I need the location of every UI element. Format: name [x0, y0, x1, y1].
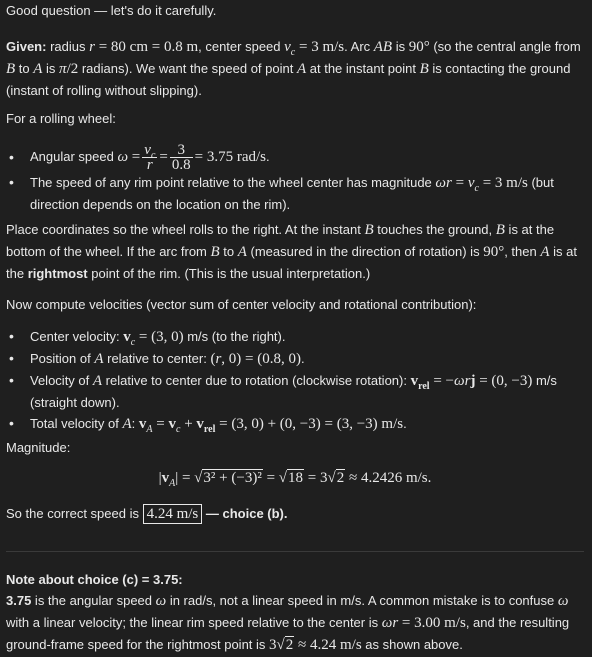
given-paragraph: Given: radius r = 80 cm = 0.8 m, center speed $v_c = 3$ m/s. Arc AB is 90° (so the central angle from B to A is π/2 radians). We want the speed of point A at the instant point B is contacting the ground (instant of rolling without slipping).: [6, 39, 581, 98]
note-heading: Note about choice (c) = 3.75:: [6, 572, 183, 587]
intro-text: Good question — let's do it carefully.: [6, 3, 217, 18]
magnitude-equation: $|v_A| = √3^2 + (-3)^2 = √18 = 3√2 \approx 4.2426$ m/s.: [158, 470, 432, 489]
given-label: Given:: [6, 39, 47, 54]
boxed-answer: 4.24 m/s: [143, 504, 203, 524]
velocities-heading: Now compute velocities (vector sum of center velocity and rotational contribution):: [6, 297, 477, 312]
bullet-rim-speed: • The speed of any rim point relative to the wheel center has magnitude $\omega r = v_c = 3$ m/s (but direction depends on the location on the rim).: [6, 172, 584, 215]
bullet-angular-speed: • Angular speed ω = $\frac{v_c}{r}$ = $\frac{3}{0.8}$ = 3.75 rad/s.: [6, 143, 584, 172]
velocity-bullets: [6, 326, 584, 435]
rolling-heading: For a rolling wheel:: [6, 111, 116, 126]
magnitude-heading: Magnitude:: [6, 440, 71, 455]
coordinates-paragraph: Place coordinates so the wheel rolls to the right. At the instant B touches the ground, B is at the bottom of the wheel. If the arc from B to A (measured in the direction of rotation) is 90°, then A is at the rightmost point of the rim. (This is the usual interpretation.): [6, 222, 577, 281]
bullet-center-velocity: • Center velocity: $v_c = (3$, 0) m/s (to the right).: [6, 326, 584, 348]
note-paragraph: 3.75 is the angular speed ω in rad/s, not a linear speed in m/s. A common mistake is to confuse ω with a linear velocity; the linear rim speed relative to the center is ωr = 3.00 m/s, and the resulting ground-frame speed for the rightmost point is 3√2 ≈ 4.24 m/s as shown above.: [6, 593, 570, 653]
section-divider: [6, 551, 584, 552]
answer-line: So the correct speed is 4.24 m/s — choice (b).: [6, 506, 288, 522]
bullet-total-velocity: • Total velocity of A: $v_A = v_c + v_{rel} = (3$, 0) + (0, −3) = (3, −3) m/s.: [6, 413, 584, 435]
bullet-relative-velocity: • Velocity of A relative to center due to rotation (clockwise rotation): $v_{rel} = -\omega rj = (0$, −3) m/s (straight down).: [6, 370, 584, 413]
rolling-bullets: [6, 143, 584, 215]
bullet-position-a: • Position of A relative to center: (r, 0) = (0.8, 0).: [6, 348, 584, 370]
